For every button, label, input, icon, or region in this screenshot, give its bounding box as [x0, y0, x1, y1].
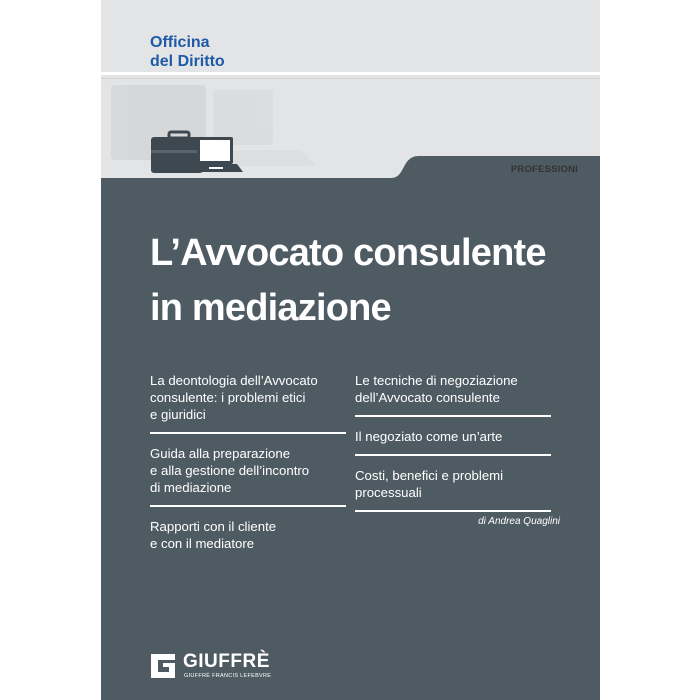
topics-right — [355, 372, 551, 523]
topic-item: La deontologia dell’Avvocato consulente: i problemi etici e giuridici — [150, 372, 346, 434]
imprint-subname: GIUFFRÈ FRANCIS LEFEBVRE — [184, 673, 272, 679]
topic-item: Guida alla preparazione e alla gestione dell’incontro di mediazione — [150, 445, 346, 507]
series-label: PROFESSIONI — [510, 164, 578, 175]
publisher-logo-line1: Officina — [150, 34, 210, 51]
topic-item: Le tecniche di negoziazione dell’Avvocato consulente — [355, 372, 551, 417]
topics-left — [150, 372, 346, 572]
author: di Andrea Quaglini — [478, 516, 560, 527]
title-line1: L’Avvocato consulente — [150, 232, 546, 274]
topic-item: Rapporti con il cliente e con il mediatore — [150, 519, 277, 551]
book-title — [150, 226, 546, 336]
imprint-name: GIUFFRÈ — [183, 651, 270, 672]
publisher-logo-line2: del Diritto — [150, 53, 225, 70]
publisher-logo — [150, 33, 225, 71]
title-line2: in mediazione — [150, 287, 391, 329]
topic-item: Il negoziato come un’arte — [355, 428, 551, 456]
book-cover — [101, 0, 600, 700]
cube-logo-icon — [149, 652, 179, 680]
topic-item: Costi, benefici e problemi processuali — [355, 467, 551, 512]
